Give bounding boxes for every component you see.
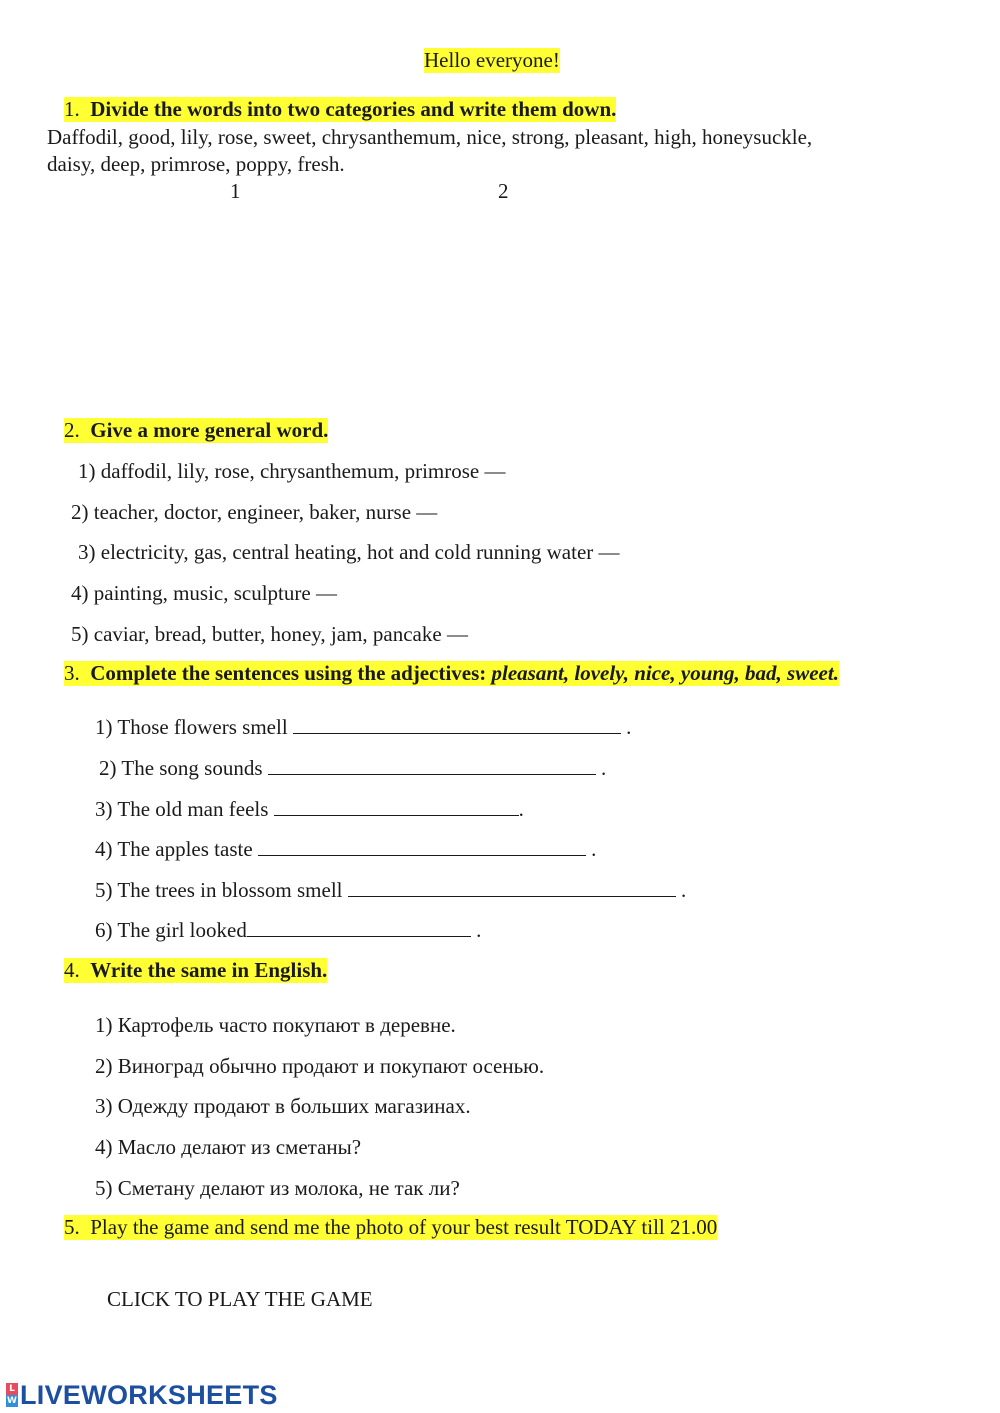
task5-text: Play the game and send me the photo of your best result TODAY till 21.00 xyxy=(90,1215,718,1239)
task3-heading xyxy=(64,661,839,686)
logo-mark-top: L xyxy=(6,1383,18,1395)
task1-words-line2: daisy, deep, primrose, poppy, fresh. xyxy=(47,152,345,176)
sentence-dot: . xyxy=(591,837,597,861)
task2-title: Give a more general word. xyxy=(90,418,329,442)
sentence-text: 3) The old man feels xyxy=(95,797,269,821)
task4-item: 2) Виноград обычно продают и покупают осенью. xyxy=(95,1054,545,1078)
task1-words-line1: Daffodil, good, lily, rose, sweet, chrysanthemum, nice, strong, pleasant, high, honeysuckle, xyxy=(47,125,813,149)
task3-number: 3. xyxy=(64,661,80,685)
play-game-link[interactable]: CLICK TO PLAY THE GAME xyxy=(107,1287,373,1311)
sentence-dot: . xyxy=(601,756,607,780)
task1-number: 1. xyxy=(64,97,80,121)
task4-item: 4) Масло делают из сметаны? xyxy=(95,1135,362,1159)
answer-blank[interactable] xyxy=(258,837,586,856)
logo-mark-bottom: W xyxy=(7,1396,17,1406)
task2-item: 3) electricity, gas, central heating, hot and cold running water — xyxy=(78,540,620,564)
task4-item: 5) Сметану делают из молока, не так ли? xyxy=(95,1176,460,1200)
sentence-text: 6) The girl looked xyxy=(95,918,247,942)
sentence-text: 4) The apples taste xyxy=(95,837,253,861)
sentence-text: 5) The trees in blossom smell xyxy=(95,878,343,902)
task4-item: 3) Одежду продают в больших магазинах. xyxy=(95,1094,471,1118)
liveworksheets-logo-icon xyxy=(6,1383,18,1407)
task3-sentence-5 xyxy=(95,878,686,903)
answer-blank[interactable] xyxy=(348,878,676,897)
sentence-dot: . xyxy=(626,715,632,739)
answer-blank[interactable] xyxy=(293,715,621,734)
task5-heading xyxy=(64,1215,717,1240)
task2-item: 2) teacher, doctor, engineer, baker, nurse — xyxy=(71,500,438,524)
task4-title: Write the same in English. xyxy=(90,958,328,982)
sentence-dot: . xyxy=(476,918,482,942)
task3-adjectives: pleasant, lovely, nice, young, bad, sweet. xyxy=(491,661,839,685)
greeting: Hello everyone! xyxy=(424,48,560,72)
task1-heading xyxy=(64,97,616,122)
task1-column-2-label: 2 xyxy=(498,179,509,203)
sentence-text: 2) The song sounds xyxy=(99,756,263,780)
answer-blank[interactable] xyxy=(268,756,596,775)
task3-title: Complete the sentences using the adjectives: xyxy=(90,661,487,685)
task1-title: Divide the words into two categories and write them down. xyxy=(90,97,617,121)
answer-blank[interactable] xyxy=(247,918,471,937)
task4-number: 4. xyxy=(64,958,80,982)
sentence-dot: . xyxy=(518,797,524,821)
sentence-text: 1) Those flowers smell xyxy=(95,715,288,739)
task2-item: 4) painting, music, sculpture — xyxy=(71,581,337,605)
task3-sentence-6 xyxy=(95,918,481,943)
task2-heading xyxy=(64,418,328,443)
task5-number: 5. xyxy=(64,1215,80,1239)
task2-item: 5) caviar, bread, butter, honey, jam, pancake — xyxy=(71,622,468,646)
task2-item: 1) daffodil, lily, rose, chrysanthemum, primrose — xyxy=(78,459,506,483)
sentence-dot: . xyxy=(681,878,687,902)
task1-column-1-label: 1 xyxy=(230,179,241,203)
liveworksheets-logo[interactable]: LIVEWORKSHEETS xyxy=(20,1380,278,1410)
task3-sentence-2 xyxy=(99,756,606,781)
task4-item: 1) Картофель часто покупают в деревне. xyxy=(95,1013,456,1037)
task3-sentence-1 xyxy=(95,715,631,740)
task4-heading xyxy=(64,958,327,983)
task2-number: 2. xyxy=(64,418,80,442)
task3-sentence-4 xyxy=(95,837,596,862)
task3-sentence-3 xyxy=(95,797,524,822)
answer-blank[interactable] xyxy=(274,797,519,816)
